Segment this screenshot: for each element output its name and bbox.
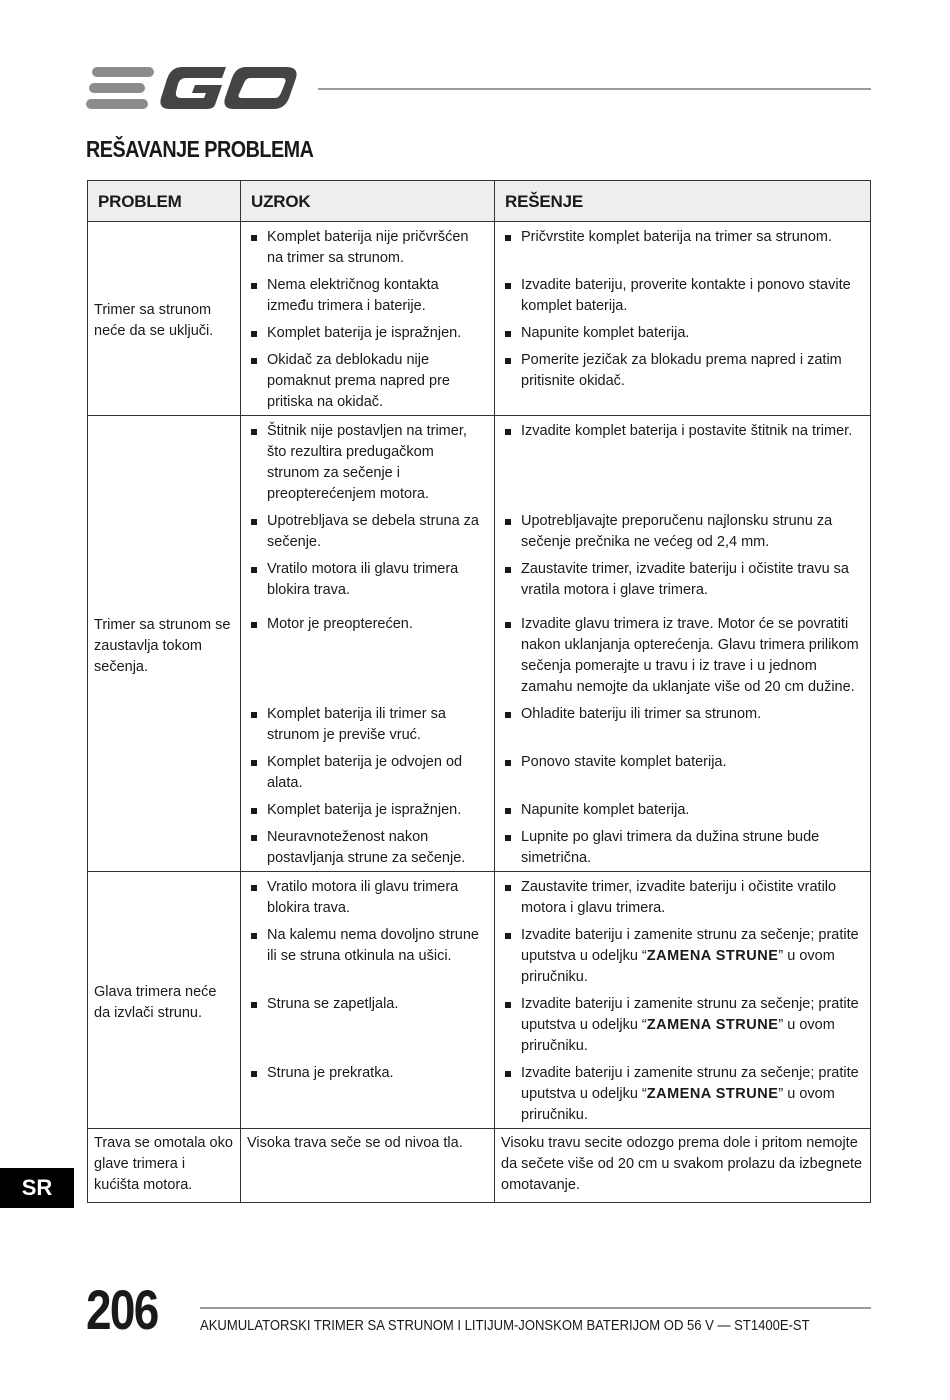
solution-cell bbox=[495, 344, 871, 416]
solution-text-post: ” u ovom priručniku. bbox=[521, 1017, 835, 1054]
solution-cell bbox=[495, 553, 871, 601]
cause-cell bbox=[241, 601, 495, 698]
solution-cell bbox=[495, 794, 871, 821]
cause-cell bbox=[241, 505, 495, 553]
problem-cell: Trimer sa strunom se zaustavlja tokom sečenja. bbox=[88, 416, 241, 872]
cause-text: Štitnik nije postavljen na trimer, što rezultira predugačkom strunom za sečenje i preopterećenjem motora. bbox=[247, 421, 488, 505]
solution-cell bbox=[495, 821, 871, 872]
cause-text: Vratilo motora ili glavu trimera blokira trava. bbox=[247, 877, 488, 919]
solution-text-post: ” u ovom priručniku. bbox=[521, 948, 835, 985]
header-cause: UZROK bbox=[241, 181, 495, 222]
cause-text: Komplet baterija nije pričvršćen na trimer sa strunom. bbox=[247, 227, 488, 269]
section-reference: ZAMENA STRUNE bbox=[646, 1017, 779, 1033]
language-tab: SR bbox=[0, 1168, 74, 1208]
solution-text: Ponovo stavite komplet baterija. bbox=[501, 752, 864, 773]
cause-cell bbox=[241, 416, 495, 506]
table-row bbox=[88, 1129, 871, 1203]
table-row bbox=[88, 872, 871, 920]
table-row bbox=[88, 222, 871, 270]
logo-letter-o bbox=[224, 67, 296, 109]
table-header-row bbox=[88, 181, 871, 222]
header-problem: PROBLEM bbox=[88, 181, 241, 222]
solution-text: Upotrebljavajte preporučenu najlonsku strunu za sečenje prečnika ne većeg od 2,4 mm. bbox=[501, 511, 864, 553]
solution-cell bbox=[495, 416, 871, 506]
cause-cell bbox=[241, 344, 495, 416]
solution-cell bbox=[495, 1057, 871, 1129]
cause-cell bbox=[241, 222, 495, 270]
header-solution: REŠENJE bbox=[495, 181, 871, 222]
footer-text: AKUMULATORSKI TRIMER SA STRUNOM I LITIJUM-JONSKOM BATERIJOM OD 56 V — ST1400E-ST bbox=[200, 1318, 810, 1334]
solution-cell bbox=[495, 872, 871, 920]
solution-cell bbox=[495, 317, 871, 344]
solution-text-pre: Izvadite bateriju i zamenite strunu za sečenje; pratite uputstva u odeljku “ bbox=[521, 1065, 859, 1102]
cause-text: Okidač za deblokadu nije pomaknut prema napred pre pritiska na okidač. bbox=[247, 350, 488, 413]
troubleshooting-table bbox=[87, 180, 871, 1203]
solution-text-pre: Izvadite bateriju i zamenite strunu za sečenje; pratite uputstva u odeljku “ bbox=[521, 927, 859, 964]
cause-cell bbox=[241, 919, 495, 988]
cause-text: Upotrebljava se debela struna za sečenje. bbox=[247, 511, 488, 553]
problem-cell: Trava se omotala oko glave trimera i kućišta motora. bbox=[88, 1129, 241, 1203]
cause-text: Struna je prekratka. bbox=[247, 1063, 488, 1084]
cause-text: Komplet baterija je ispražnjen. bbox=[247, 323, 488, 344]
solution-cell bbox=[495, 698, 871, 746]
logo-bar-top bbox=[92, 67, 154, 77]
solution-text bbox=[501, 994, 864, 1057]
logo-letter-g bbox=[160, 67, 226, 109]
logo-bar-bottom bbox=[86, 99, 148, 109]
footer-rule bbox=[200, 1307, 871, 1309]
solution-text: Izvadite glavu trimera iz trave. Motor će se povratiti nakon uklanjanja opterećenja. Glavu trimera prilikom sečenja pomerajte u travu i iz trave i u jednom zamahu nemojte da uklanjate više od 20 cm dužine. bbox=[501, 614, 864, 698]
cause-cell bbox=[241, 1057, 495, 1129]
problem-cell: Glava trimera neće da izvlači strunu. bbox=[88, 872, 241, 1129]
cause-cell bbox=[241, 317, 495, 344]
solution-cell: Visoku travu secite odozgo prema dole i pritom nemojte da sečete više od 20 cm u svakom prolazu da izbegnete omotavanje. bbox=[495, 1129, 871, 1203]
solution-text: Zaustavite trimer, izvadite bateriju i očistite travu sa vratila motora i glave trimera. bbox=[501, 559, 864, 601]
solution-text: Izvadite bateriju, proverite kontakte i ponovo stavite komplet baterija. bbox=[501, 275, 864, 317]
cause-cell bbox=[241, 746, 495, 794]
section-reference: ZAMENA STRUNE bbox=[646, 948, 779, 964]
cause-text: Motor je preopterećen. bbox=[247, 614, 488, 635]
solution-cell bbox=[495, 601, 871, 698]
solution-text: Lupnite po glavi trimera da dužina strune bude simetrična. bbox=[501, 827, 864, 869]
solution-cell bbox=[495, 746, 871, 794]
header-rule bbox=[318, 88, 871, 90]
solution-text: Zaustavite trimer, izvadite bateriju i očistite vratilo motora i glavu trimera. bbox=[501, 877, 864, 919]
cause-cell bbox=[241, 794, 495, 821]
solution-cell bbox=[495, 505, 871, 553]
table-row bbox=[88, 416, 871, 506]
problem-cell: Trimer sa strunom neće da se uključi. bbox=[88, 222, 241, 416]
cause-text: Vratilo motora ili glavu trimera blokira trava. bbox=[247, 559, 488, 601]
page-number: 206 bbox=[86, 1278, 158, 1341]
solution-text-pre: Izvadite bateriju i zamenite strunu za sečenje; pratite uputstva u odeljku “ bbox=[521, 996, 859, 1033]
cause-cell bbox=[241, 698, 495, 746]
section-reference: ZAMENA STRUNE bbox=[646, 1086, 779, 1102]
cause-text: Neuravnoteženost nakon postavljanja strune za sečenje. bbox=[247, 827, 488, 869]
cause-text: Komplet baterija je ispražnjen. bbox=[247, 800, 488, 821]
solution-cell bbox=[495, 919, 871, 988]
ego-logo bbox=[86, 64, 298, 112]
cause-cell bbox=[241, 872, 495, 920]
cause-cell bbox=[241, 988, 495, 1057]
solution-text bbox=[501, 1063, 864, 1126]
solution-text: Napunite komplet baterija. bbox=[501, 323, 864, 344]
cause-text: Struna se zapetljala. bbox=[247, 994, 488, 1015]
solution-cell bbox=[495, 988, 871, 1057]
solution-text-post: ” u ovom priručniku. bbox=[521, 1086, 835, 1123]
cause-text: Na kalemu nema dovoljno strune ili se struna otkinula na ušici. bbox=[247, 925, 488, 967]
cause-text: Nema električnog kontakta između trimera i baterije. bbox=[247, 275, 488, 317]
solution-text: Pričvrstite komplet baterija na trimer sa strunom. bbox=[501, 227, 864, 248]
section-title: REŠAVANJE PROBLEMA bbox=[86, 136, 314, 162]
cause-text: Komplet baterija ili trimer sa strunom je previše vruć. bbox=[247, 704, 488, 746]
cause-cell bbox=[241, 553, 495, 601]
solution-text: Pomerite jezičak za blokadu prema napred i zatim pritisnite okidač. bbox=[501, 350, 864, 392]
cause-cell bbox=[241, 269, 495, 317]
cause-cell: Visoka trava seče se od nivoa tla. bbox=[241, 1129, 495, 1203]
solution-text bbox=[501, 925, 864, 988]
cause-cell bbox=[241, 821, 495, 872]
cause-text: Komplet baterija je odvojen od alata. bbox=[247, 752, 488, 794]
solution-text: Napunite komplet baterija. bbox=[501, 800, 864, 821]
solution-text: Ohladite bateriju ili trimer sa strunom. bbox=[501, 704, 864, 725]
solution-cell bbox=[495, 222, 871, 270]
logo-bar-mid bbox=[89, 83, 145, 93]
solution-text: Izvadite komplet baterija i postavite štitnik na trimer. bbox=[501, 421, 864, 442]
solution-cell bbox=[495, 269, 871, 317]
